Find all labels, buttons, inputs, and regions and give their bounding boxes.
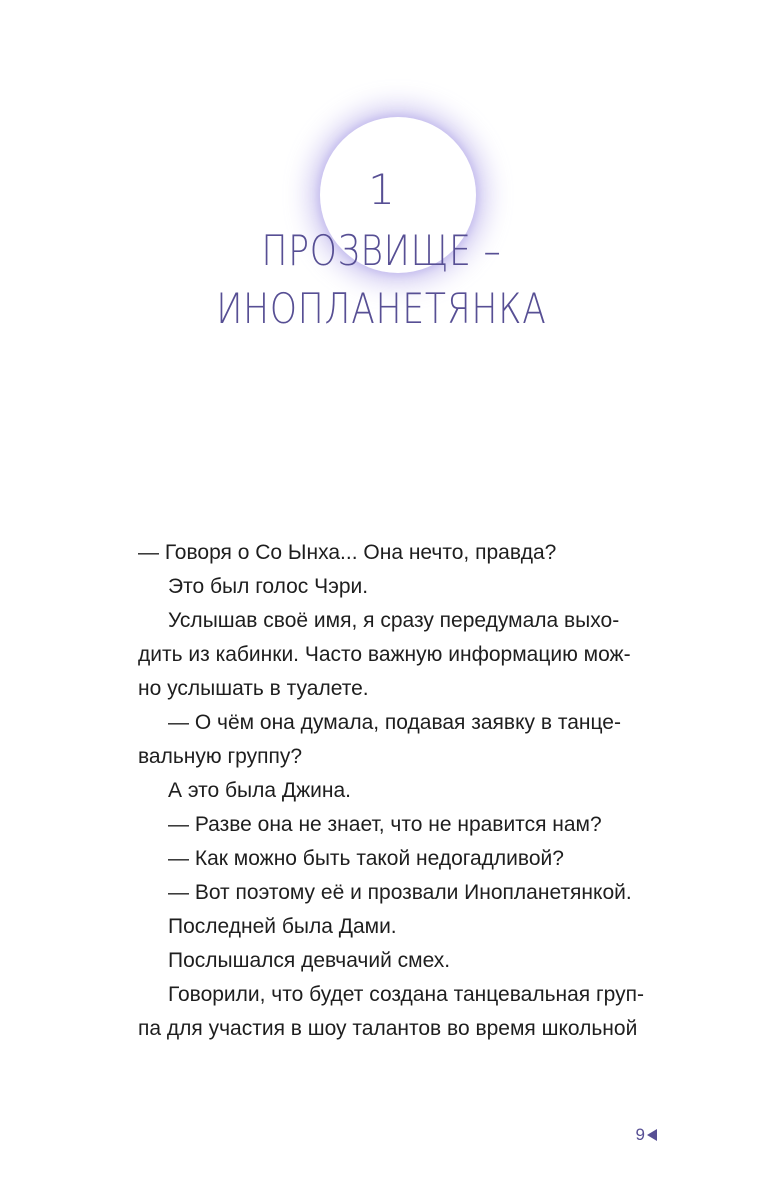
body-line: — Вот поэтому её и прозвали Инопланетянкой. [168,881,632,904]
body-line: Это был голос Чэри. [168,575,369,598]
body-line: вальную группу? [138,745,303,768]
body-line: па для участия в шоу талантов во время школьной [138,1017,638,1040]
page-number-folio [636,1125,657,1145]
chapter-title-line-1: ПРОЗВИЩЕ – [261,226,502,275]
body-line: — Говоря о Со Ынха... Она нечто, правда? [138,541,557,564]
chapter-number: 1 [368,165,395,214]
body-line: Говорили, что будет создана танцевальная груп- [168,983,644,1006]
body-line: А это была Джина. [168,779,351,802]
body-line: — О чём она думала, подавая заявку в танце- [168,711,621,734]
body-text [138,536,656,1046]
body-line: — Разве она не знает, что не нравится нам? [168,813,602,836]
body-line: но услышать в туалете. [138,677,369,700]
triangle-left-icon [647,1129,657,1141]
chapter-title-line-2: ИНОПЛАНЕТЯНКА [216,284,547,333]
chapter-title [69,222,695,338]
body-line: дить из кабинки. Часто важную информацию мож- [138,643,631,666]
body-line: — Как можно быть такой недогадливой? [168,847,564,870]
body-line: Послышался девчачий смех. [168,949,451,972]
body-line: Последней была Дами. [168,915,397,938]
body-line: Услышав своё имя, я сразу передумала выхо- [168,609,620,632]
page-number: 9 [635,1125,645,1144]
